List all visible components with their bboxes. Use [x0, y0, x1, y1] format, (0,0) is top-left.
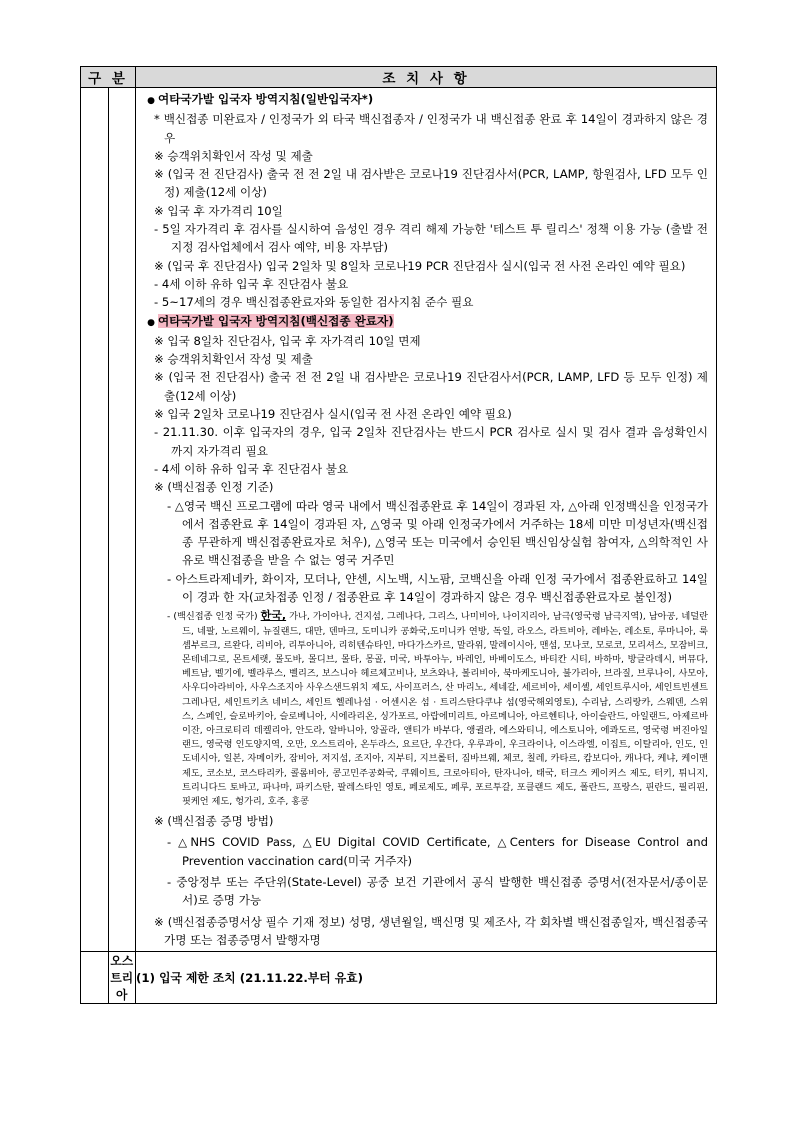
- instruction-line: * 백신접종 미완료자 / 인정국가 외 타국 백신접종자 / 인정국가 내 백신접종 완료 후 14일이 경과하지 않은 경우: [154, 112, 708, 145]
- austria-measure: (1) 입국 제한 조치 (21.11.22.부터 유효): [136, 952, 717, 1004]
- required-info: ※ (백신접종증명서상 필수 기재 정보) 성명, 생년월일, 백신명 및 제조사, 각 회차별 백신접종일자, 백신접종국가명 또는 접종증명서 발행자명: [154, 914, 708, 947]
- instruction-line: - 5일 자가격리 후 검사를 실시하여 음성인 경우 격리 해제 가능한 '테스트 투 릴리스' 정책 이용 가능 (출발 전 지정 검사업체에서 검사 예약, 비용 자부담): [154, 222, 708, 255]
- region-cell: [81, 88, 109, 952]
- header-category: 구 분: [81, 67, 136, 88]
- section-vaccinated-title: ● 여타국가발 입국자 방역지침(백신접종 완료자): [144, 312, 708, 332]
- header-measures: 조 치 사 항: [136, 67, 717, 88]
- bullet-icon: ●: [147, 96, 155, 106]
- instruction-line: - 4세 이하 유하 입국 후 진단검사 불요: [154, 276, 349, 291]
- section-vaccinated-lines: [144, 332, 708, 606]
- bullet-icon: ●: [147, 317, 155, 328]
- proof-line: - 중앙정부 또는 주단위(State-Level) 공중 보건 기관에서 공식 발행한 백신접종 증명서(전자문서/종이문서)로 증명 가능: [167, 875, 708, 908]
- instruction-line: ※ (입국 전 진단검사) 출국 전 전 2일 내 검사받은 코로나19 진단검사서(PCR, LAMP, 항원검사, LFD 모두 인정) 제출(12세 이상): [154, 167, 708, 200]
- instruction-line: - 아스트라제네카, 화이자, 모더나, 얀센, 시노백, 시노팜, 코백신을 아래 인정 국가에서 접종완료하고 14일이 경과 한 자(교차접종 인정 / 접종완료 후 14일이 경과하지 않은 경우 백신접종완료자로 불인정): [167, 571, 708, 605]
- instruction-line: - 21.11.30. 이후 입국자의 경우, 입국 2일차 진단검사는 반드시 PCR 검사로 실시 및 검사 결과 음성확인시 까지 자가격리 필요: [154, 425, 708, 458]
- measures-table: [80, 66, 717, 1004]
- proof-title: ※ (백신접종 증명 방법): [154, 814, 274, 829]
- table-row-austria: [81, 952, 717, 1004]
- recognized-countries: - (백신접종 인정 국가) 한국, 가나, 가이아나, 건지섬, 그레나다, 그리스, 나미비아, 나이지리아, 남극(영국령 남극지역), 남아공, 네덜란드, 네팔, 노르웨이, 뉴질랜드, 대만, 덴마크, 도미니카 공화국,도미니카 연방, 독일, 라오스, 라트비아, 레바논, 레소토, 루마니아, 룩셈부르크, 르완다, 리비아, 리투아니아, 리히텐슈타인, 마다가스카르, 말라위, 말레이시아, 맨섬, 모나코, 모로코, 모리셔스, 모잠비크, 몬테네그로, 몬트세랫, 몰도바, 몰디브, 몰타, 몽골, 미국, 바투아누, 바레인, 바베이도스, 바티칸 시티, 바하마, 방글라데시, 버뮤다, 베트남, 벨기에, 벨라루스, 벨리즈, 보스니아 헤르체고비나, 보츠와나, 볼리비아, 북마케도니아, 불가리아, 브라질, 브루나이, 사모아, 사우디아라비아, 사우스조지아 사우스샌드위치 제도, 사이프러스, 산 마리노, 세네갈, 세르비아, 세이셸, 세인트루시아, 세인트빈센트 그레나딘, 세인트키츠 네비스, 세인트 헬레나섬 · 어센시온 섬 · 트리스탄다쿠냐 섬(영국해외영토), 수리남, 스리랑카, 스웨덴, 스위스, 스페인, 슬로바키아, 슬로베니아, 시에라리온, 싱가포르, 아랍에미리트, 아르메니아, 아르헨티나, 아이슬란드, 아일랜드, 아제르바이잔, 아크로티리 데켈리아, 안도라, 알바니아, 앙골라, 앤티가 바부다, 앵귈라, 에스와티니, 에스토니아, 에콰도르, 영국령 버진아일랜드, 영국령 인도양지역, 오만, 오스트리아, 온두라스, 요르단, 우간다, 우루과이, 우크라이나, 이스라엘, 이집트, 이탈리아, 인도, 인도네시아, 일본, 자메이카, 잠비아, 저지섬, 조지아, 지부티, 지브롤터, 짐바브웨, 체코, 칠레, 카타르, 캄보디아, 캐나다, 케냐, 케이맨제도, 코소보, 코스타리카, 콜롬비아, 콩고민주공화국, 쿠웨이트, 크로아티아, 탄자니아, 태국, 터크스 케이커스 제도, 터키, 튀니지, 트리니다드 토바고, 파나마, 파키스탄, 팔레스타인 영토, 페로제도, 페루, 포르투갈, 포클랜드 제도, 폴란드, 프랑스, 핀란드, 필리핀, 핏케언 제도, 헝가리, 호주, 홍콩: [167, 609, 708, 807]
- instruction-line: ※ 입국 2일차 코로나19 진단검사 실시(입국 전 사전 온라인 예약 필요): [154, 407, 512, 422]
- section-general-lines: [144, 110, 708, 311]
- instruction-line: ※ 입국 8일차 진단검사, 입국 후 자가격리 10일 면제: [154, 333, 421, 348]
- measures-cell: [136, 88, 717, 952]
- instruction-line: ※ (백신접종 인정 기준): [154, 480, 274, 495]
- proof-lines: [144, 833, 708, 909]
- country-cell: [108, 88, 136, 952]
- table-row-uk: [81, 88, 717, 952]
- table-header-row: [81, 67, 717, 88]
- region-cell: [81, 952, 109, 1004]
- instruction-line: ※ 승객위치확인서 작성 및 제출: [154, 352, 313, 367]
- proof-line: - △NHS COVID Pass, △EU Digital COVID Certificate, △Centers for Disease Control and Prevention vaccination card(미국 거주자): [167, 835, 708, 868]
- instruction-line: ※ (입국 후 진단검사) 입국 2일차 및 8일차 코로나19 PCR 진단검사 실시(입국 전 사전 온라인 예약 필요): [154, 258, 686, 273]
- instruction-line: ※ 승객위치확인서 작성 및 제출: [154, 148, 313, 163]
- instruction-line: ※ (입국 전 진단검사) 출국 전 전 2일 내 검사받은 코로나19 진단검사서(PCR, LAMP, LFD 등 모두 인정) 제출(12세 이상): [154, 370, 708, 403]
- country-name: 오스트리아: [108, 952, 136, 1004]
- section-general-title: ● 여타국가발 입국자 방역지침(일반입국자*): [144, 90, 708, 110]
- instruction-line: - △영국 백신 프로그램에 따라 영국 내에서 백신접종완료 후 14일이 경과된 자, △아래 인정백신을 인정국가에서 접종완료 후 14일이 경과된 자, △영국 및 아래 인정국가에서 거주하는 18세 미만 미성년자(백신접종 무관하게 백신접종완료자로 처우), △영국 또는 미국에서 승인된 백신임상실험 참여자, △의학적인 사유로 백신접종을 받을 수 없는 영국 거주민: [167, 498, 708, 568]
- instruction-line: - 5~17세의 경우 백신접종완료자와 동일한 검사지침 준수 필요: [154, 295, 474, 310]
- instruction-line: - 4세 이하 유하 입국 후 진단검사 불요: [154, 461, 349, 476]
- instruction-line: ※ 입국 후 자가격리 10일: [154, 203, 283, 218]
